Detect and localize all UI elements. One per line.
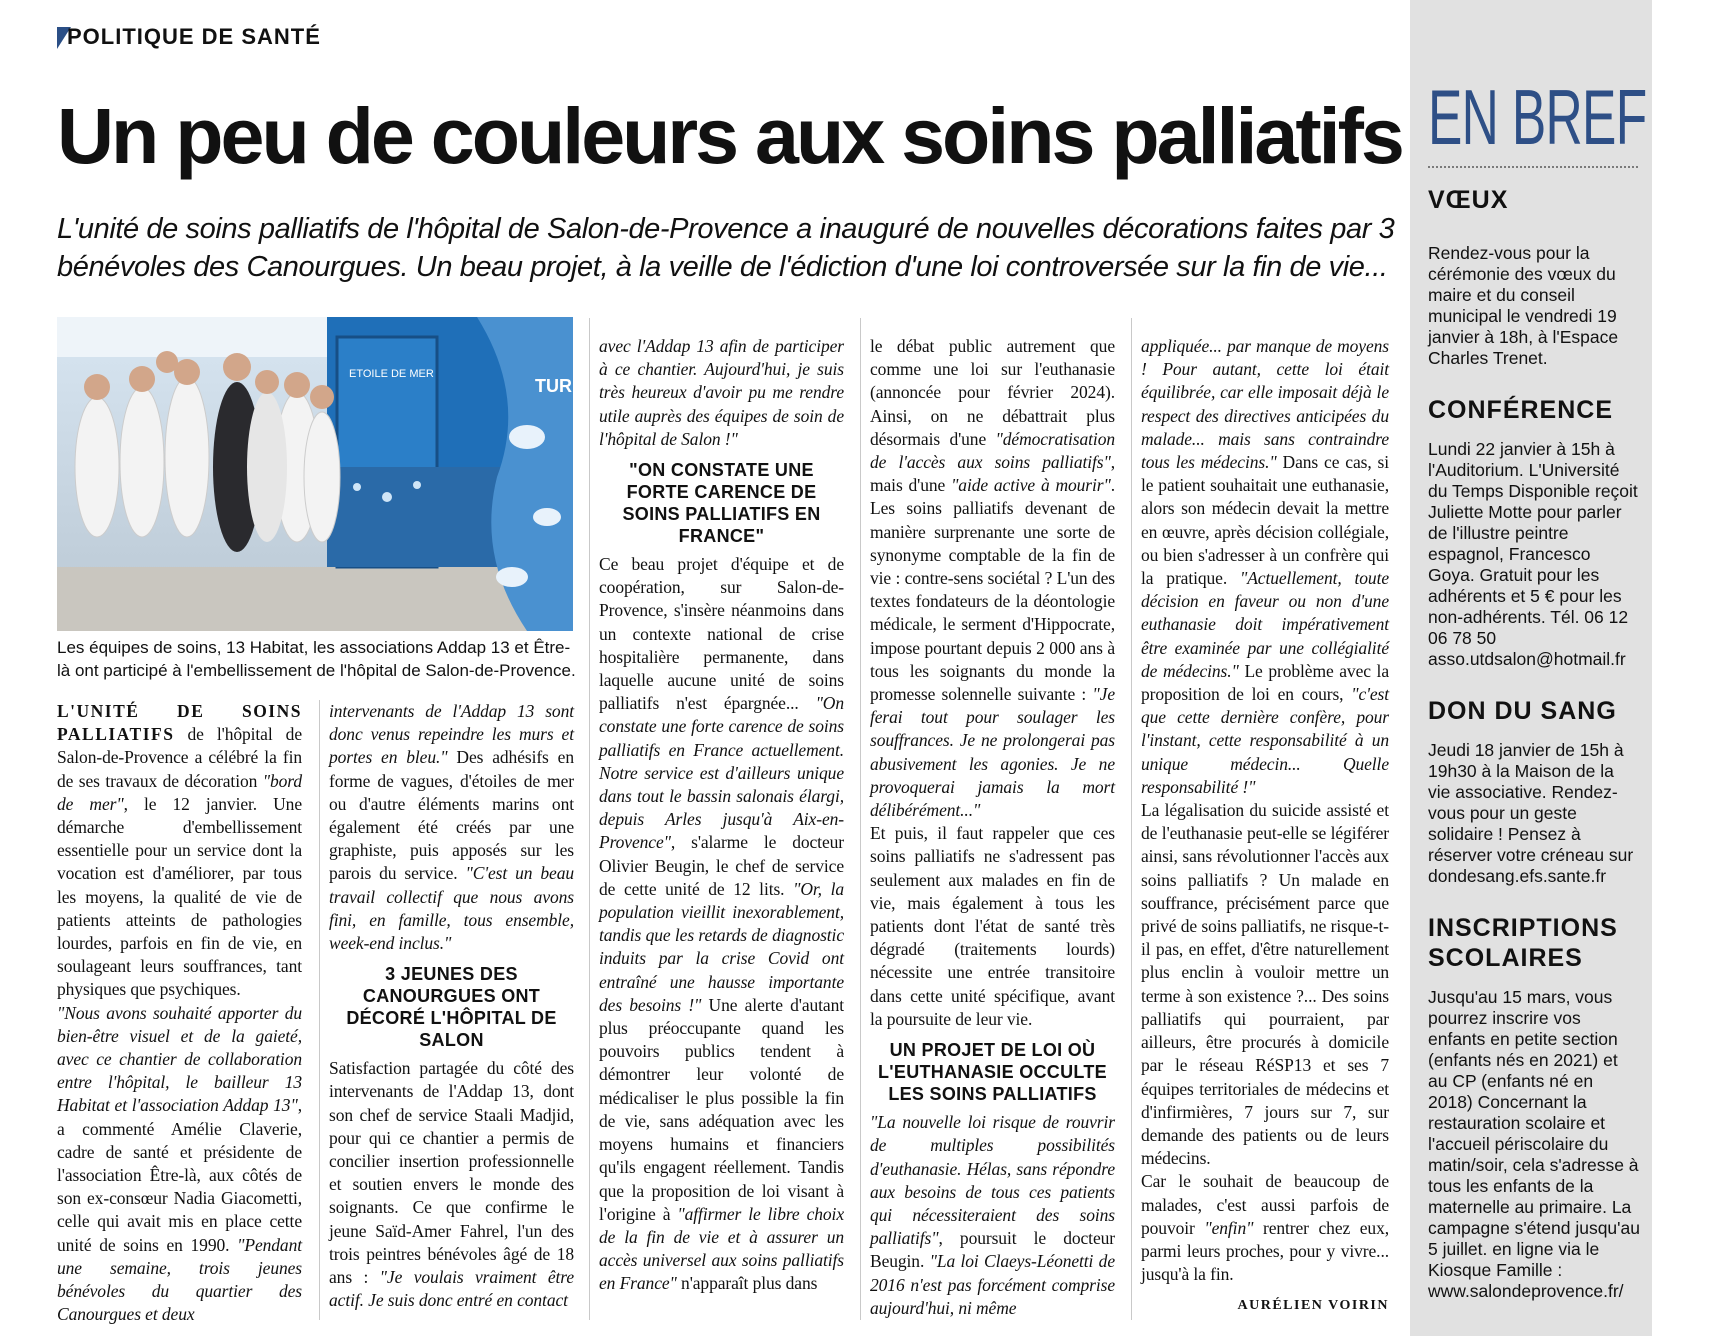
- section-kicker: POLITIQUE DE SANTÉ: [67, 24, 321, 49]
- subheading: 3 JEUNES DES CANOURGUES ONT DÉCORÉ L'HÔPITAL DE SALON: [346, 964, 557, 1051]
- quote: "La loi Claeys-Léonetti de 2016 n'est pas forcément comprise aujourd'hui, ni même: [870, 1251, 1115, 1318]
- quote: "Actuellement, toute décision en faveur ou non d'une euthanasie doit impérativement être examinée par une collégialité de médecins.": [1141, 568, 1389, 681]
- sidebar-divider: [1428, 166, 1638, 168]
- photo-illustration: [57, 317, 573, 631]
- author-signature: AURÉLIEN VOIRIN: [1237, 1298, 1389, 1314]
- article-column-4: le débat public autrement que comme une loi sur l'euthanasie (annoncée pour février 2024). Ainsi, on ne débattrait plus désormais d'une "démocratisation de l'accès aux soins palliatifs", mais d'une "aide active à mourir". Les soins palliatifs devenant de manière surprenante une sorte de synonyme comptable de la fin de vie : contre-sens sociétal ? L'un des textes fondateurs de la déontologie médicale, le serment d'Hippocrate, impose pourtant depuis 2 000 ans à tous les soignants du monde la promesse solennelle suivante : "Je ferai tout pour soulager les souffrances. Je ne prolongerai pas abusivement les agonies. Je ne provoquerai jamais la mort délibérément..." Et puis, il faut rappeler que ces soins palliatifs ne s'adressent pas seulement aux malades en fin de vie, mais également à tous les patients dont l'état de santé très dégradé (traitements lourds) nécessite une entrée transitoire dans cette unité spécifique, avant la poursuite de leur vie. UN PROJET DE LOI OÙ L'EUTHANASIE OCCULTE LES SOINS PALLIATIFS "La nouvelle loi risque de rouvrir de multiples possibilités d'euthanasie. Hélas, sans répondre aux besoins de tous ces patients qui nécessiteraient des soins palliatifs", poursuit le docteur Beugin. "La loi Claeys-Léonetti de 2016 n'est pas forcément comprise aujourd'hui, ni même: [870, 336, 1116, 1318]
- sidebar-title: EN BREF: [1428, 73, 1647, 161]
- quote: "Or, la population vieillit inexorablement, tandis que les retards de diagnostic induits par la crise Covid ont entraîné une hausse importante des besoins !": [599, 878, 844, 1015]
- quote: "Je voulais vraiment être actif. Je suis donc entré en contact: [329, 1267, 574, 1311]
- article-column-5: appliquée... par manque de moyens ! Pour autant, cette loi était équilibrée, car elle imposait déjà le respect des directives anticipées du malade... mais sans contraindre tous les médecins." Dans ce cas, si le patient souhaitait une euthanasie, alors son médecin devait la mettre en œuvre, après décision collégiale, ou bien s'adresser à un confrère qui la pratique. "Actuellement, toute décision en faveur ou non d'une euthanasie doit impérativement être examinée par une collégialité de médecins." Le problème avec la proposition de loi en cours, "c'est que cette dernière confère, pour l'instant, cette responsabilité à un unique médecin... Quelle responsabilité !" La légalisation du suicide assisté et de l'euthanasie peut-elle se légiférer ainsi, sans révolutionner l'accès aux soins palliatifs ? Un malade en souffrance, précisément parce que privé de soins palliatifs, ne risque-t-il pas, en effet, d'être naturellement plus enclin à vouloir mettre un terme à son existence ?... Des soins palliatifs qui pourraient, par ailleurs, être procurés à domicile par le réseau RéSP13 et ses 7 équipes territoriales de médecins et d'infirmières, 7 jours sur 7, sur demande des patients ou de leurs médecins. Car le souhait de beaucoup de malades, c'est aussi parfois de pouvoir "enfin" rentrer chez eux, parmi leurs proches, pour y vivre... jusqu'à la fin. AURÉLIEN VOIRIN: [1141, 335, 1389, 1318]
- quote: "démocratisation de l'accès aux soins palliatifs": [870, 428, 1115, 473]
- photo-caption: Les équipes de soins, 13 Habitat, les associations Addap 13 et Être-là ont participé à l'embellissement de l'hôpital de Salon-de-Provence.: [57, 638, 576, 680]
- lead-in: L'UNITÉ DE SOINS PALLIATIFS: [57, 701, 302, 745]
- brief-text: Jeudi 18 janvier de 15h à 19h30 à la Maison de la vie associative. Rendez-vous pour un geste solidaire ! Pensez à réserver votre créneau sur dondesang.efs.sante.fr: [1428, 740, 1634, 886]
- quote: "enfin": [1204, 1217, 1254, 1238]
- quote: intervenants de l'Addap 13 sont donc venus repeindre les murs et portes en bleu.": [329, 701, 574, 768]
- quote: "Je ferai tout pour soulager les souffrances. Je ne prolongerai pas abusivement les agonies. Je ne provoquerai jamais la mort délibérément...": [870, 684, 1115, 821]
- quote: appliquée... par manque de moyens ! Pour autant, cette loi était équilibrée, car elle imposait déjà le respect des directives anticipées du malade... mais sans contraindre tous les médecins.": [1141, 336, 1389, 473]
- brief-heading: VŒUX: [1428, 186, 1509, 214]
- brief-heading: CONFÉRENCE: [1428, 396, 1614, 424]
- column-rule: [319, 700, 320, 1320]
- article-column-2: intervenants de l'Addap 13 sont donc venus repeindre les murs et portes en bleu." Des adhésifs en forme de vagues, d'étoiles de mer ou d'autre éléments marins ont également été créés par une graphiste, puis apposés sur les parois du service. "C'est un beau travail collectif que nous avons fini, en famille, tous ensemble, week-end inclus." 3 JEUNES DES CANOURGUES ONT DÉCORÉ L'HÔPITAL DE SALON Satisfaction partagée du côté des intervenants de l'Addap 13, dont son chef de service Staali Madjid, pour qui ce chantier a permis de concilier insertion professionnelle et soutien envers le monde des soignants. Ce que confirme le jeune Saïd-Amer Fahrel, l'un des trois peintres bénévoles âgé de 18 ans : "Je voulais vraiment être actif. Je suis donc entré en contact: [329, 701, 575, 1311]
- article-headline: Un peu de couleurs aux soins palliatifs: [57, 91, 1402, 180]
- quote: "On constate une forte carence de soins palliatifs en France actuellement. Notre service est d'ailleurs unique dans tout le bassin salonais élargi, depuis Arles jusqu'à Aix-en-Provence": [599, 693, 844, 853]
- quote: "c'est que cette dernière confère, pour l'instant, cette responsabilité à un unique médecin... Quelle responsabilité !": [1141, 684, 1389, 797]
- quote: "C'est un beau travail collectif que nous avons fini, en famille, tous ensemble, week-end inclus.": [329, 863, 575, 954]
- brief-heading: INSCRIPTIONS SCOLAIRES: [1428, 914, 1618, 972]
- brief-text: Rendez-vous pour la cérémonie des vœux du maire et du conseil municipal le vendredi 19 janvier à 18h, à l'Espace Charles Trenet.: [1428, 243, 1619, 368]
- brief-text: Lundi 22 janvier à 15h à l'Auditorium. L'Université du Temps Disponible reçoit Juliette Motte pour parler de l'illustre peintre espagnol, Francesco Goya. Gratuit pour les adhérents et 5 € pour les non-adhérents. Tél. 06 12 06 78 50 asso.utdsalon@hotmail.fr: [1428, 439, 1638, 669]
- column-rule: [860, 318, 861, 1320]
- door-label: ETOILE DE MER: [349, 368, 434, 380]
- quote: "affirmer le libre choix de la fin de vie et à assurer un accès universel aux soins palliatifs en France": [599, 1203, 844, 1294]
- column-rule: [1131, 318, 1132, 1320]
- article-column-1: L'UNITÉ DE SOINS PALLIATIFS de l'hôpital de Salon-de-Provence a célébré la fin de ses travaux de décoration "bord de mer", le 12 janvier. Une démarche d'embellissement essentielle pour un service dont la vocation est d'améliorer, par tous les moyens, la qualité de vie de patients atteints de pathologies lourdes, parfois en fin de vie, en soulageant leurs souffrances, tant physiques que psychiques. "Nous avons souhaité apporter du bien-être visuel et de la gaieté, avec ce chantier de collaboration entre l'hôpital, le bailleur 13 Habitat et l'association Addap 13", a commenté Amélie Claverie, cadre de santé et présidente de l'association Être-là, aux côtés de son ex-consœur Nadia Giacometti, celle qui avait mis en place cette unité de soins en 1990. "Pendant une semaine, trois jeunes bénévoles du quartier des Canourgues et deux: [57, 701, 302, 1325]
- quote: "Nous avons souhaité apporter du bien-être visuel et de la gaieté, avec ce chantier de collaboration entre l'hôpital, le bailleur 13 Habitat et l'association Addap 13": [57, 1002, 302, 1116]
- article-standfirst: L'unité de soins palliatifs de l'hôpital de Salon-de-Provence a inauguré de nouvelles décorations faites par 3 bénévoles des Canourgues. Un beau projet, à la veille de l'édiction d'une loi controversée sur la fin de vie...: [57, 213, 1395, 283]
- brief-heading: DON DU SANG: [1428, 697, 1617, 725]
- quote: "La nouvelle loi risque de rouvrir de multiples possibilités d'euthanasie. Hélas, sans répondre aux besoins de tous ces patients qui nécessiteraient des soins palliatifs": [870, 1112, 1115, 1249]
- article-column-3: avec l'Addap 13 afin de participer à ce chantier. Aujourd'hui, je suis très heureux d'avoir pu me rendre utile auprès des équipes de soin de l'hôpital de Salon !" "ON CONSTATE UNE FORTE CARENCE DE SOINS PALLIATIFS EN FRANCE" Ce beau projet d'équipe et de coopération, sur Salon-de-Provence, s'insère néanmoins dans un contexte national de crise hospitalière permanente, dans laquelle aucune unité de soins palliatifs n'est épargnée... "On constate une forte carence de soins palliatifs en France actuellement. Notre service est d'ailleurs unique dans tout le bassin salonais élargi, depuis Arles jusqu'à Aix-en-Provence", s'alarme le docteur Olivier Beugin, le chef de service de cette unité de 12 lits. "Or, la population vieillit inexorablement, tandis que les retards de diagnostic induits par la crise Covid ont entraîné une hausse importante des besoins !" Une alerte d'autant plus préoccupante quand les pouvoirs publics tendent à démontrer leur volonté de médicaliser le plus possible la fin de vie, sans adéquation avec les moyens humains et financiers qu'ils engagent réellement. Tandis que la proposition de loi visant à l'origine à "affirmer le libre choix de la fin de vie et à assurer un accès universel aux soins palliatifs en France" n'apparaît plus dans: [599, 336, 844, 1294]
- brief-list: [1410, 185, 1652, 1328]
- article-photo: [57, 317, 573, 631]
- door-label-2: TUR: [535, 376, 572, 396]
- quote: "aide active à mourir": [951, 475, 1111, 496]
- column-rule: [589, 318, 590, 1320]
- quote: "Pendant une semaine, trois jeunes bénévoles du quartier des Canourgues et deux: [57, 1234, 302, 1325]
- quote: avec l'Addap 13 afin de participer à ce chantier. Aujourd'hui, je suis très heureux d'avoir pu me rendre utile auprès des équipes de soin de l'hôpital de Salon !": [599, 336, 844, 449]
- subheading: "ON CONSTATE UNE FORTE CARENCE DE SOINS PALLIATIFS EN FRANCE": [622, 460, 821, 547]
- brief-text: Jusqu'au 15 mars, vous pourrez inscrire vos enfants en petite section (enfants nés en 2021) et au CP (enfants né en 2018) Concernant la restauration scolaire et l'accueil périscolaire du matin/soir, cela s'adresse à tous les enfants de la maternelle au primaire. La campagne s'étend jusqu'au 5 juillet. en ligne via le Kiosque Famille : www.salondeprovence.fr/: [1428, 987, 1640, 1301]
- brief-sidebar: [1410, 0, 1652, 1336]
- subheading: UN PROJET DE LOI OÙ L'EUTHANASIE OCCULTE LES SOINS PALLIATIFS: [878, 1040, 1107, 1105]
